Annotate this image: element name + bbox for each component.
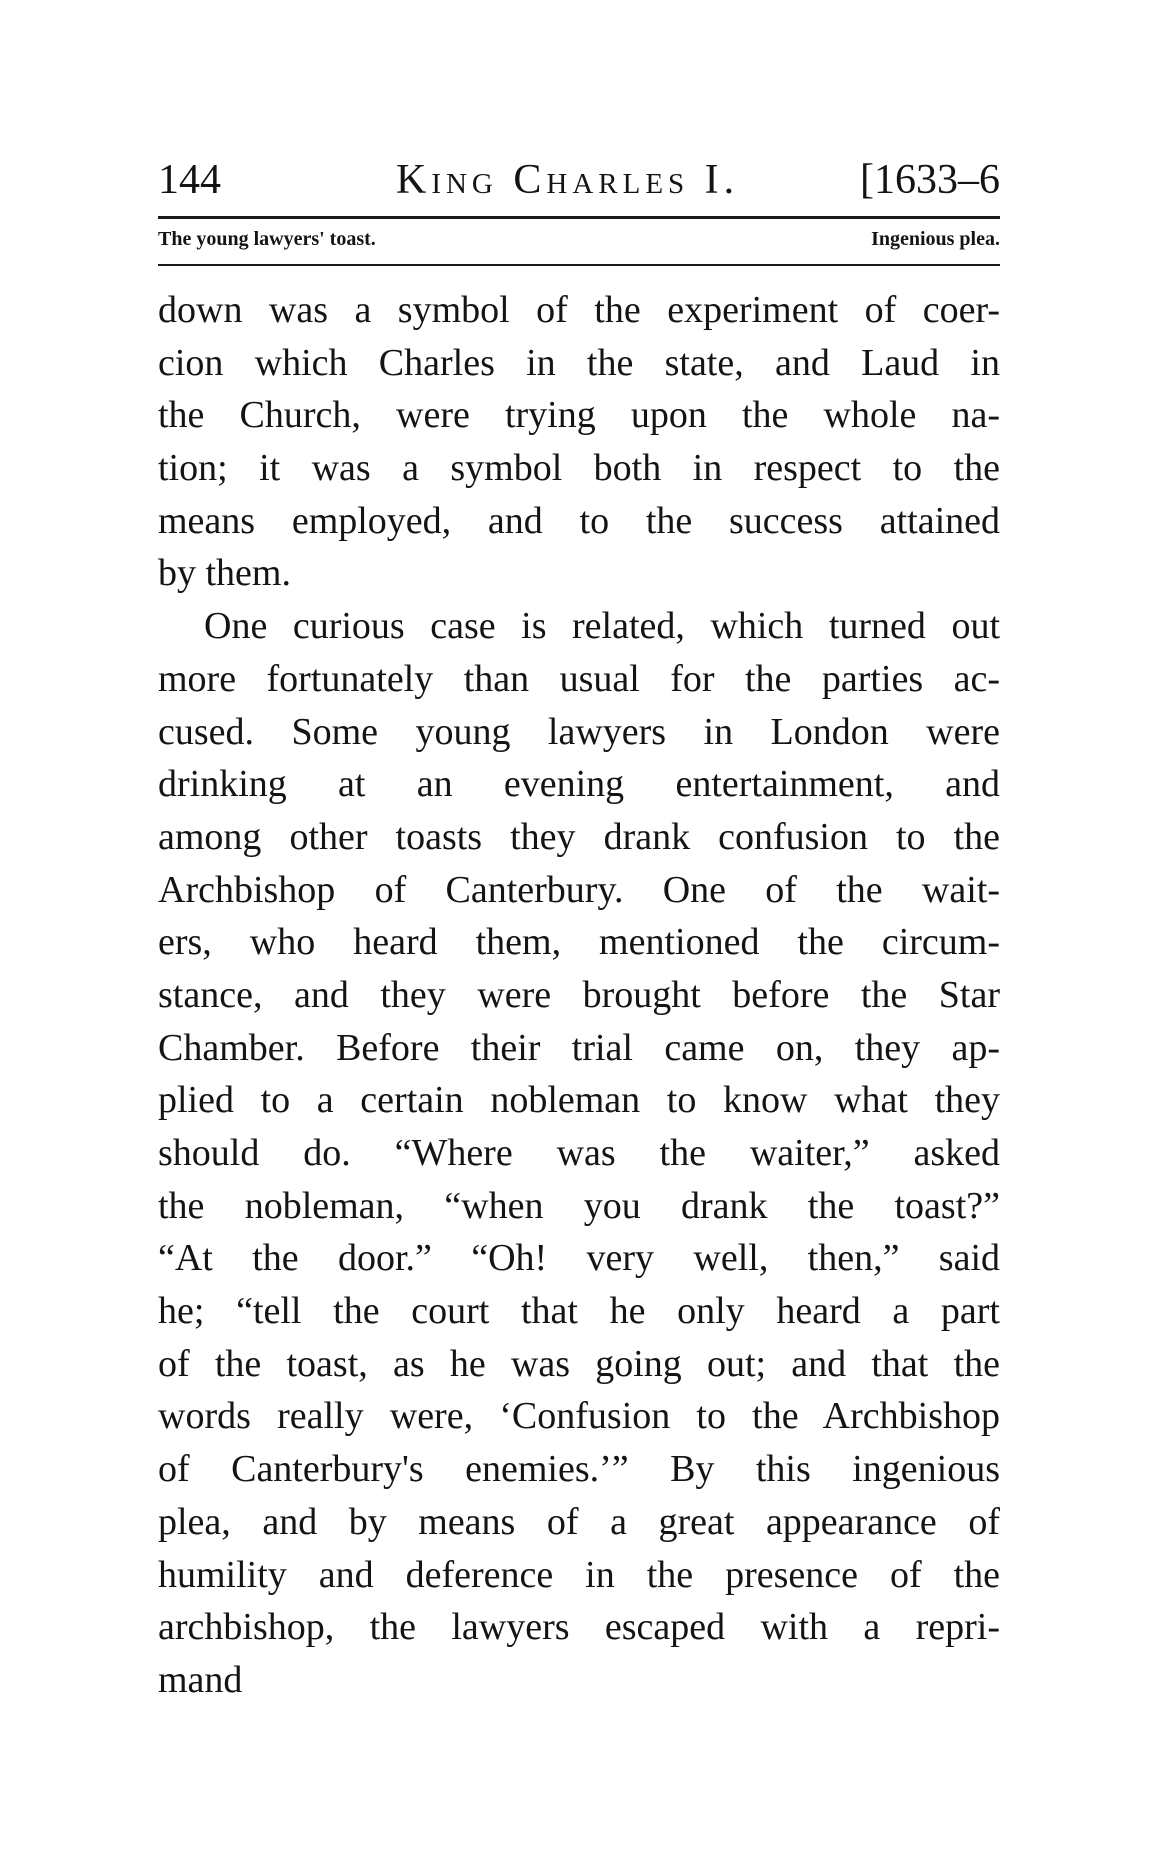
marginal-heads <box>158 226 1000 252</box>
paragraph-1 <box>158 284 1000 600</box>
text-line: One curious case is related, which turned out <box>204 605 1000 648</box>
running-title: King Charles I. <box>396 157 740 203</box>
text-line: cused. Some young lawyers in London were <box>158 710 1000 753</box>
text-line: Chamber. Before their trial came on, they ap- <box>158 1026 1000 1069</box>
text-line: Archbishop of Canterbury. One of the wait- <box>158 868 1000 911</box>
text-line: of Canterbury's enemies.’” By this ingenious <box>158 1448 1000 1491</box>
text-line: words really were, ‘Confusion to the Archbishop <box>158 1395 1000 1438</box>
header-rule-top <box>158 216 1000 219</box>
text-line: cion which Charles in the state, and Laud in <box>158 341 1000 384</box>
text-line: by them. <box>158 552 291 595</box>
paragraph-2 <box>158 600 1000 1706</box>
text-line: humility and deference in the presence of the <box>158 1553 1000 1596</box>
text-line: plied to a certain nobleman to know what they <box>158 1079 1000 1122</box>
marginal-head-right: Ingenious plea. <box>871 228 1000 250</box>
text-line: drinking at an evening entertainment, and <box>158 763 1000 806</box>
page-number: 144 <box>158 157 221 203</box>
text-line: the nobleman, “when you drank the toast?” <box>158 1184 1000 1227</box>
text-line: “At the door.” “Oh! very well, then,” said <box>158 1237 1000 1280</box>
text-line: down was a symbol of the experiment of coer- <box>158 289 1000 331</box>
text-line: the Church, were trying upon the whole na- <box>158 394 1000 437</box>
text-line: plea, and by means of a great appearance of <box>158 1500 1000 1543</box>
marginal-head-left: The young lawyers' toast. <box>158 228 376 250</box>
header-rule-bottom <box>158 264 1000 266</box>
running-head <box>158 150 1000 210</box>
date-range: [1633–6 <box>860 157 1000 203</box>
text-line: among other toasts they drank confusion to the <box>158 815 1000 858</box>
text-line: archbishop, the lawyers escaped with a repri- <box>158 1606 1000 1649</box>
text-line: of the toast, as he was going out; and that the <box>158 1342 1000 1385</box>
text-line: more fortunately than usual for the parties ac- <box>158 657 1000 700</box>
text-line: should do. “Where was the waiter,” asked <box>158 1132 1000 1174</box>
text-line: mand <box>158 1658 243 1701</box>
text-line: stance, and they were brought before the Star <box>158 973 1000 1016</box>
text-line: ers, who heard them, mentioned the circum- <box>158 921 1000 964</box>
text-line: means employed, and to the success attained <box>158 499 1000 542</box>
text-line: he; “tell the court that he only heard a part <box>158 1290 1000 1333</box>
body-text <box>158 284 1000 1707</box>
text-line: tion; it was a symbol both in respect to the <box>158 447 1000 490</box>
